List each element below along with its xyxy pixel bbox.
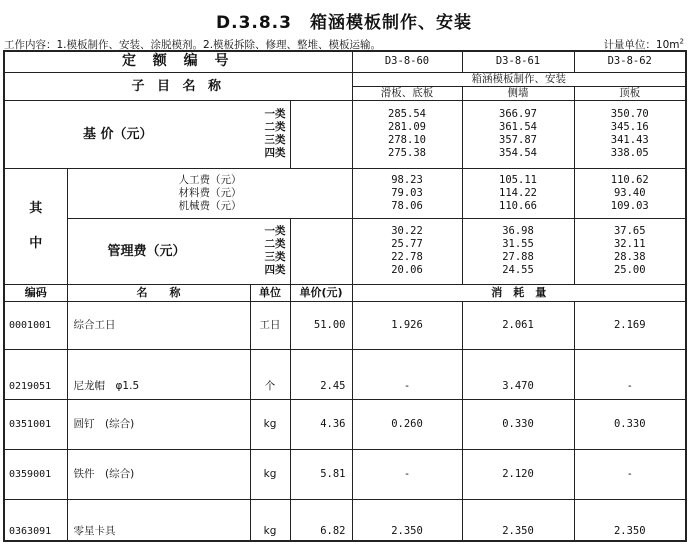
item-v3: 0.330 <box>574 399 686 449</box>
cost-col-3 <box>574 168 686 218</box>
cost-labels <box>67 168 352 218</box>
material-3: 93.40 <box>613 186 646 199</box>
item-v2: 2.120 <box>462 449 574 499</box>
group-label: 箱涵模板制作、安装 <box>352 72 686 86</box>
sub-col-3: 顶板 <box>574 86 686 100</box>
quota-no-row <box>4 51 686 72</box>
bp-3-4: 338.05 <box>610 147 649 159</box>
item-code: 0001001 <box>4 301 67 349</box>
unit-sup: 2 <box>679 37 684 46</box>
item-unit: kg <box>250 399 290 449</box>
item-name: 铁件 (综合) <box>67 449 250 499</box>
item-price: 4.36 <box>290 399 352 449</box>
labor-2: 105.11 <box>499 173 537 186</box>
bp-3-1: 350.70 <box>610 108 649 120</box>
table-row <box>4 301 686 349</box>
base-price-row <box>4 100 686 168</box>
item-v2: 3.470 <box>462 349 574 399</box>
mgmt-class-2: 二类 <box>264 238 286 250</box>
item-code: 0351001 <box>4 399 67 449</box>
item-name: 综合工日 <box>67 301 250 349</box>
mgmt-class-4: 四类 <box>264 264 286 276</box>
item-v3: 2.169 <box>574 301 686 349</box>
mg-3-4: 25.00 <box>613 264 646 276</box>
item-v3: - <box>574 349 686 399</box>
class-2: 二类 <box>264 121 286 133</box>
item-unit: kg <box>250 499 290 541</box>
item-unit: kg <box>250 449 290 499</box>
base-price-label <box>4 100 290 168</box>
mgmt-col-2 <box>462 218 574 284</box>
item-code: 0359001 <box>4 449 67 499</box>
mgmt-col-3 <box>574 218 686 284</box>
labor-label: 人工费（元） <box>178 173 242 186</box>
item-price: 5.81 <box>290 449 352 499</box>
machine-3: 109.03 <box>610 199 649 212</box>
base-price-col-2 <box>462 100 574 168</box>
bp-1-3: 278.10 <box>388 134 426 146</box>
code-col-2: D3-8-61 <box>462 51 574 72</box>
table-row <box>4 449 686 499</box>
work-content: 工作内容：1.模板制作、安装、涂脱模剂。2.模板拆除、修理、整堆、模板运输。 <box>4 39 382 51</box>
item-name-row <box>4 72 686 86</box>
bp-1-2: 281.09 <box>388 121 426 133</box>
item-code: 0219051 <box>4 349 67 399</box>
item-price: 2.45 <box>290 349 352 399</box>
code-col-3: D3-8-62 <box>574 51 686 72</box>
mgmt-fee-row <box>4 218 686 284</box>
item-unit: 工日 <box>250 301 290 349</box>
mg-3-1: 37.65 <box>613 225 646 237</box>
mg-1-3: 22.78 <box>391 251 423 263</box>
col-code-header: 编码 <box>4 284 67 301</box>
mg-1-1: 30.22 <box>391 225 423 237</box>
item-name: 圆钉 (综合) <box>67 399 250 449</box>
machine-label: 机械费（元） <box>178 199 242 212</box>
sub-col-2: 侧墙 <box>462 86 574 100</box>
page-title: D.3.8.3 箱涵模板制作、安装 <box>216 13 472 33</box>
mg-3-2: 32.11 <box>613 238 646 250</box>
mgmt-class-3: 三类 <box>264 251 286 263</box>
table-row <box>4 399 686 449</box>
item-price: 6.82 <box>290 499 352 541</box>
bp-2-4: 354.54 <box>499 147 537 159</box>
among-char-2: 中 <box>29 236 43 251</box>
cost-col-2 <box>462 168 574 218</box>
mg-2-3: 27.88 <box>502 251 534 263</box>
mgmt-spacer <box>290 218 352 284</box>
item-v3: 2.350 <box>574 499 686 541</box>
base-price-col-1 <box>352 100 462 168</box>
class-3: 三类 <box>264 134 286 146</box>
sub-col-1: 滑板、底板 <box>352 86 462 100</box>
col-price-header: 单价(元) <box>290 284 352 301</box>
col-consume-header: 消 耗 量 <box>352 284 686 301</box>
mgmt-class-1: 一类 <box>264 225 286 237</box>
mg-2-1: 36.98 <box>502 225 534 237</box>
item-v1: 0.260 <box>352 399 462 449</box>
bp-2-2: 361.54 <box>499 121 537 133</box>
item-v1: 2.350 <box>352 499 462 541</box>
mg-3-3: 28.38 <box>613 251 646 263</box>
material-label: 材料费（元） <box>178 186 242 199</box>
item-v1: - <box>352 349 462 399</box>
bp-2-1: 366.97 <box>499 108 537 120</box>
base-price-spacer <box>290 100 352 168</box>
mg-1-4: 20.06 <box>391 264 423 276</box>
consume-header-row <box>4 284 686 301</box>
item-name: 零星卡具 <box>67 499 250 541</box>
bp-1-1: 285.54 <box>388 108 426 120</box>
item-v2: 2.350 <box>462 499 574 541</box>
item-v3: - <box>574 449 686 499</box>
item-v2: 0.330 <box>462 399 574 449</box>
material-2: 114.22 <box>499 186 537 199</box>
mgmt-label-cell <box>67 218 290 284</box>
quota-no-label: 定 额 编 号 <box>4 51 352 72</box>
bp-3-2: 345.16 <box>610 121 649 133</box>
item-name: 尼龙帽 φ1.5 <box>67 349 250 399</box>
table-row <box>4 499 686 541</box>
machine-2: 110.66 <box>499 199 537 212</box>
item-unit: 个 <box>250 349 290 399</box>
col-name-header: 名 称 <box>67 284 250 301</box>
base-price-text: 基 价（元） <box>83 126 153 142</box>
cost-breakdown-row <box>4 168 686 218</box>
item-v1: 1.926 <box>352 301 462 349</box>
unit-text: 计量单位：10m <box>603 39 680 51</box>
bp-3-3: 341.43 <box>610 134 649 146</box>
mgmt-label: 管理费（元） <box>107 243 186 259</box>
item-v2: 2.061 <box>462 301 574 349</box>
mgmt-col-1 <box>352 218 462 284</box>
labor-1: 98.23 <box>391 173 423 186</box>
table-row <box>4 349 686 399</box>
machine-1: 78.06 <box>391 199 423 212</box>
labor-3: 110.62 <box>610 173 649 186</box>
material-1: 79.03 <box>391 186 423 199</box>
mg-2-4: 24.55 <box>502 264 534 276</box>
code-col-1: D3-8-60 <box>352 51 462 72</box>
among-label <box>4 168 67 284</box>
item-name-label: 子 目 名 称 <box>4 72 352 100</box>
bp-1-4: 275.38 <box>388 147 426 159</box>
cost-col-1 <box>352 168 462 218</box>
base-price-col-3 <box>574 100 686 168</box>
mgmt-classes <box>265 225 290 277</box>
mg-2-2: 31.55 <box>502 238 534 250</box>
item-price: 51.00 <box>290 301 352 349</box>
quota-table <box>3 50 687 542</box>
class-4: 四类 <box>264 147 286 159</box>
bp-2-3: 357.87 <box>499 134 537 146</box>
class-1: 一类 <box>264 108 286 120</box>
mg-1-2: 25.77 <box>391 238 423 250</box>
col-unit-header: 单位 <box>250 284 290 301</box>
among-char-1: 其 <box>29 201 43 216</box>
item-code: 0363091 <box>4 499 67 541</box>
base-price-classes <box>265 108 290 160</box>
item-v1: - <box>352 449 462 499</box>
